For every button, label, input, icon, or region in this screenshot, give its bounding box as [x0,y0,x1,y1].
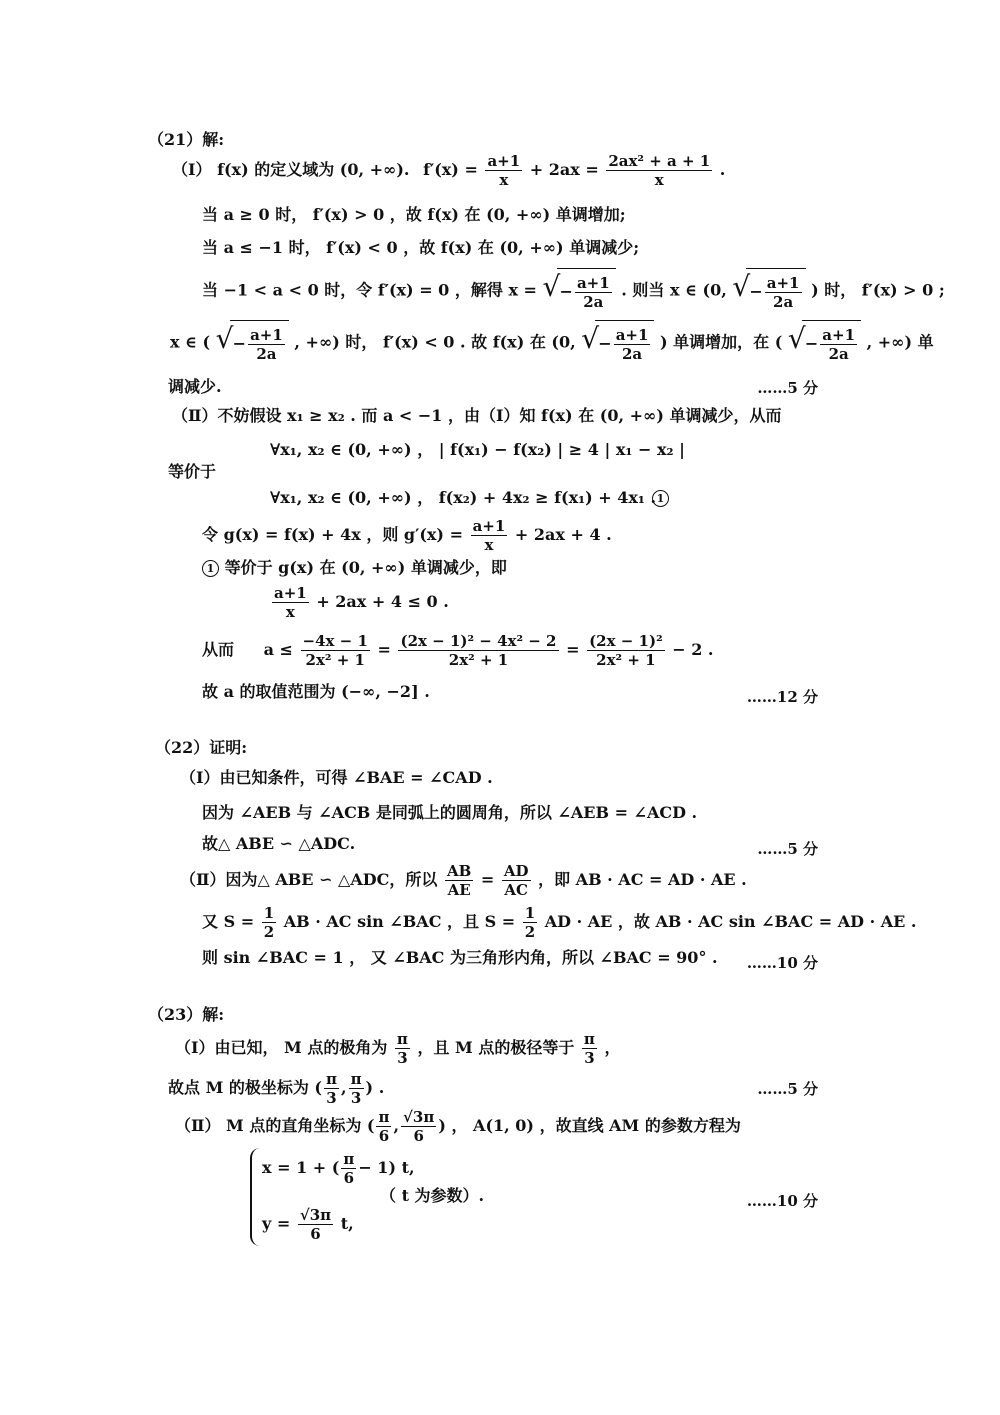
text: + 2ax + 4 ≤ 0 . [316,592,449,611]
text: a ≤ [263,640,293,659]
q21-part2-line4: ∀x₁, x₂ ∈ (0, +∞) ， f(x₂) + 4x₂ ≥ f(x₁) + 4x₁ . [270,488,657,507]
circled-1-marker: 1 [202,560,219,577]
fraction: $\frac{\pi}{3}$ [583,1030,595,1067]
part-label: （Ⅰ） [172,160,212,179]
text: 从而 [202,640,235,659]
q22-line4 [180,858,747,902]
sqrt-expression: √ − $\frac{a+1}{2a}$ [788,320,861,366]
fraction: $\frac{a+1}{x}$ [487,152,521,189]
fraction: $\frac{a+1}{x}$ [274,584,307,621]
text: （Ⅱ）因为△ ABE ∽ △ADC，所以 [180,870,438,889]
sqrt-expression: √ − $\frac{a+1}{2a}$ [216,320,289,366]
text: + 2ax + 4 . [514,525,612,544]
text: y = [262,1214,291,1233]
q21-part2-line7 [270,582,449,622]
period: . [719,160,726,179]
fraction: $\frac{a+1}{x}$ [472,517,506,554]
text: （Ⅱ） M 点的直角坐标为 ( [175,1116,375,1135]
fraction: $\frac{\pi}{3}$ [350,1070,362,1107]
text: AB · AC sin ∠BAC ，且 S = [283,912,516,931]
fraction: $\frac{√3\pi}{6}$ [403,1108,435,1145]
q23-heading: （23）解: [148,1005,225,1024]
sqrt-expression: √ − $\frac{a+1}{2a}$ [732,268,805,314]
text: x = 1 + ( [262,1158,340,1177]
comma: , [393,1116,400,1135]
text: t, [340,1214,354,1233]
fraction: $\frac{AD}{AC}$ [503,862,529,899]
q21-case1: 当 a ≥ 0 时， f′(x) > 0 ，故 f(x) 在 (0, +∞) 单调增加; [202,205,626,224]
q21-case2: 当 a ≤ −1 时， f′(x) < 0 ，故 f(x) 在 (0, +∞) 单调减少; [202,238,640,257]
fraction: $\frac{√3\pi}{6}$ [299,1206,332,1243]
fraction: $\frac{\text{(2x − 1)² − 4x² − 2}}{\text{2x² + 1}}$ [400,632,557,669]
q23-system-note: （ t 为参数）. [380,1186,485,1205]
equals: = [377,640,391,659]
text: , +∞) 单 [866,332,934,352]
math-text: + 2ax = [529,160,599,179]
fraction: $\frac{AB}{AE}$ [446,862,472,899]
fraction: $\frac{\pi}{6}$ [378,1108,390,1145]
text: （Ⅰ）由已知， M 点的极角为 [175,1038,388,1057]
text: 等价于 g(x) 在 (0, +∞) 单调减少，即 [224,558,507,577]
text: x ∈ ( [170,332,211,352]
q22-heading: （22）证明: [155,738,248,757]
fraction: $\frac{1}{2}$ [263,904,275,941]
q21-part2-line3: 等价于 [168,462,217,481]
text: 故点 M 的极坐标为 ( [168,1078,322,1097]
text: 当 −1 < a < 0 时，令 f′(x) = 0 ，解得 x = [202,280,537,300]
text: 又 S = [202,912,255,931]
text: ，且 M 点的极径等于 [417,1038,575,1057]
q21-part2-line1: （Ⅱ）不妨假设 x₁ ≥ x₂ . 而 a < −1 ，由（Ⅰ）知 f(x) 在 (0, +∞) 单调减少，从而 [172,406,782,425]
q22-line2: 因为 ∠AEB 与 ∠ACB 是同弧上的圆周角，所以 ∠AEB = ∠ACD . [202,803,698,822]
q21-part2-line6 [202,558,507,578]
equals: = [566,640,580,659]
fraction: $\frac{\pi}{3}$ [326,1070,337,1107]
q22-score-5: ……5 分 [757,840,818,858]
equals: = [480,870,495,889]
system-brace [250,1148,262,1246]
fraction: $\frac{\pi}{6}$ [343,1150,355,1187]
sqrt-expression: √ − $\frac{a+1}{2a}$ [581,320,654,366]
comma: , [340,1078,347,1097]
text: AD · AE ，故 AB · AC sin ∠BAC = AD · AE . [544,912,917,931]
q21-part2-line5 [202,515,612,555]
q21-part1-line [172,150,725,190]
fraction: $\frac{\text{2ax² + a + 1}}{x}$ [608,152,711,189]
text: , +∞) 时， f′(x) < 0 . 故 f(x) 在 (0, [294,332,576,352]
q23-line3 [175,1104,741,1148]
q23-system-x [262,1146,415,1190]
fraction: $\frac{\text{(2x − 1)²}}{\text{2x² + 1}}$ [589,632,663,669]
q21-score-5: ……5 分 [757,379,818,397]
fraction: $\frac{\pi}{3}$ [396,1030,408,1067]
fprime-label: f′(x) = [423,160,478,179]
q21-part2-line8 [202,630,713,670]
q22-score-10: ……10 分 [746,954,818,972]
q23-score-5: ……5 分 [757,1080,818,1098]
q22-line1: （Ⅰ）由已知条件，可得 ∠BAE = ∠CAD . [180,768,493,787]
fraction: $\frac{-4x - 1}{\text{2x² + 1}}$ [302,632,368,669]
q21-case3-line3: 调减少. [168,377,222,396]
q21-case3-line1 [202,268,945,314]
q22-line6: 则 sin ∠BAC = 1 ， 又 ∠BAC 为三角形内角，所以 ∠BAC = 90° . [202,948,718,967]
text: ， [604,1038,621,1057]
q23-system-y [262,1202,354,1246]
text: ) . [365,1078,385,1097]
q22-line5 [202,900,917,944]
sqrt-expression: √ − $\frac{a+1}{2a}$ [543,268,616,314]
q21-case3-line2 [170,320,934,366]
text: ，即 AB · AC = AD · AE . [538,870,747,889]
q22-line3: 故△ ABE ∽ △ADC. [202,834,356,853]
text: ) 单调增加，在 ( [660,332,783,352]
q21-score-12: ……12 分 [746,688,818,706]
text: . 则当 x ∈ (0, [621,280,727,300]
circled-1-marker: 1 [652,488,669,508]
text: − 1) t, [358,1158,415,1177]
domain-text: f(x) 的定义域为 (0, +∞). [217,160,410,179]
text: 令 g(x) = f(x) + 4x ，则 g′(x) = [202,525,463,544]
q21-heading: （21）解: [148,130,225,149]
q21-part2-line9: 故 a 的取值范围为 (−∞, −2] . [202,682,430,701]
fraction: $\frac{1}{2}$ [524,904,536,941]
text: ) ， A(1, 0) ，故直线 AM 的参数方程为 [438,1116,741,1135]
text: ) 时， f′(x) > 0 ; [811,280,945,300]
text: − 2 . [672,640,714,659]
q21-part2-line2: ∀x₁, x₂ ∈ (0, +∞) ， | f(x₁) − f(x₂) | ≥ 4 | x₁ − x₂ | [270,440,685,459]
q23-score-10: ……10 分 [746,1192,818,1210]
q23-line1 [175,1026,621,1070]
